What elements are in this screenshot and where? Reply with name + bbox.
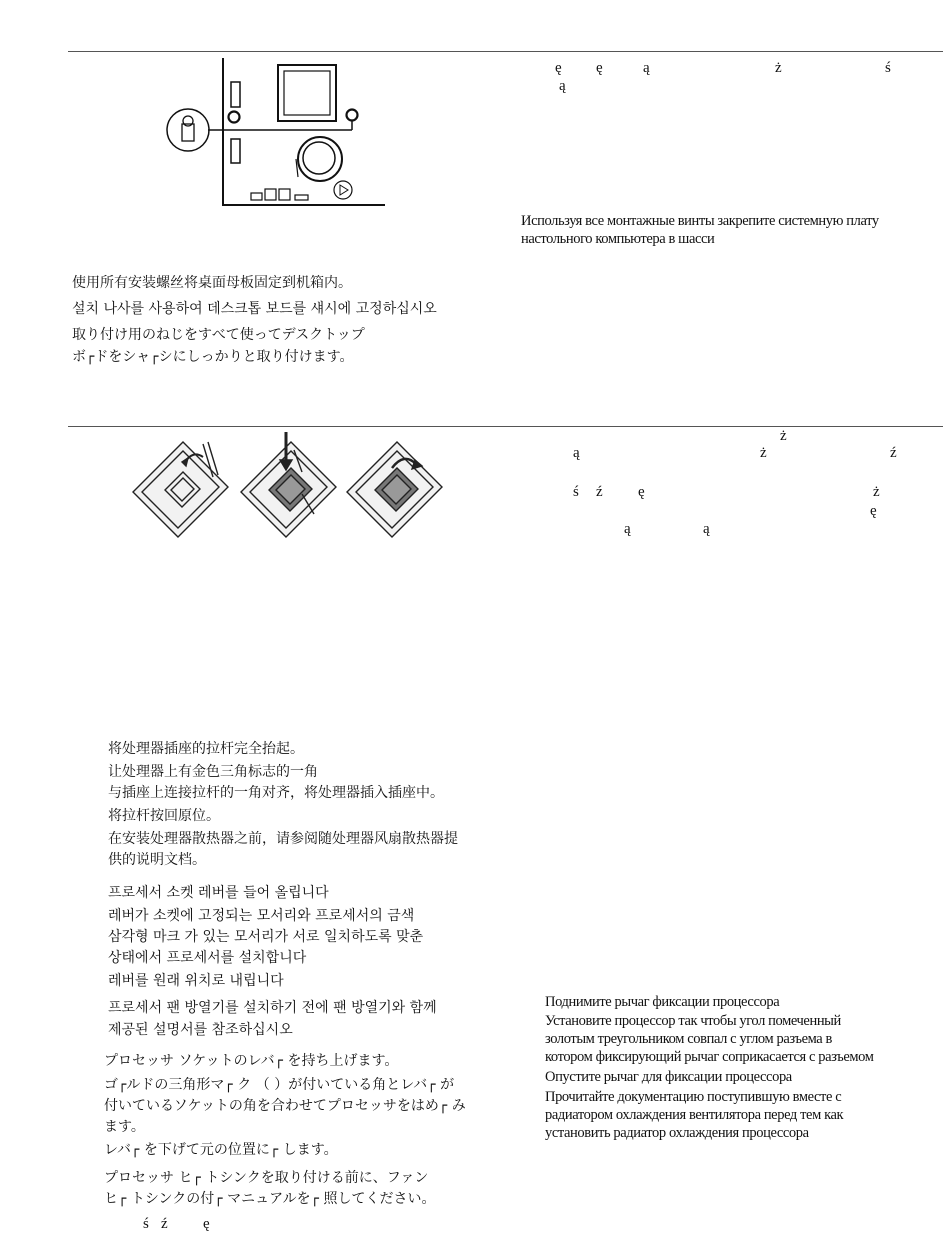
korean-instruction: 설치 나사를 사용하여 데스크톱 보드를 섀시에 고정하십시오 [72, 301, 437, 317]
japanese-instruction-line: ボ┌ドをシャ┌シにしっかりと取り付けます。 [72, 349, 354, 365]
japanese-step-line: ヒ┌ トシンクの付┌ マニュアルを┌ 照してください。 [104, 1191, 436, 1207]
polish-fragment: ę [203, 1216, 210, 1232]
polish-fragment: ż [873, 484, 880, 500]
korean-step-line: 레버가 소켓에 고정되는 모서리와 프로세서의 금색 [108, 908, 415, 924]
polish-fragment: ę [555, 60, 562, 76]
japanese-step-line: レバ┌ を下げて元の位置に┌ します。 [104, 1142, 338, 1158]
polish-fragment: ą [643, 60, 650, 76]
korean-step-line: 레버를 원래 위치로 내립니다 [108, 973, 284, 989]
processor-socket-diagram [128, 432, 458, 547]
chinese-step-line: 与插座上连接拉杆的一角对齐，将处理器插入插座中。 [108, 785, 444, 801]
chinese-step-line: 在安装处理器散热器之前，请参阅随处理器风扇散热器提 [108, 831, 458, 847]
korean-step-line: 삼각형 마크 가 있는 모서리가 서로 일치하도록 맞춘 [108, 929, 424, 945]
polish-fragment: ź [890, 445, 897, 461]
polish-fragment: ż [775, 60, 782, 76]
japanese-step-line: 付いているソケットの角を合わせてプロセッサをはめ┌ み [104, 1098, 466, 1114]
russian-step-line: Прочитайте документацию поступившую вместе с [545, 1089, 842, 1105]
polish-fragment: ę [870, 503, 877, 519]
chinese-step-line: 将处理器插座的拉杆完全抬起。 [108, 741, 304, 757]
polish-fragment: ą [703, 521, 710, 537]
russian-step-line: Поднимите рычаг фиксации процессора [545, 994, 780, 1010]
russian-instruction-line: Используя все монтажные винты закрепите системную плату [521, 213, 879, 229]
korean-step-line: 상태에서 프로세서를 설치합니다 [108, 950, 307, 966]
korean-step-line: 제공된 설명서를 참조하십시오 [108, 1022, 293, 1038]
motherboard-screw-diagram [160, 55, 390, 215]
chinese-step-line: 供的说明文档。 [108, 852, 206, 868]
polish-fragment: ś [143, 1216, 149, 1232]
russian-step-line: котором фиксирующий рычаг соприкасается с разъемом [545, 1049, 874, 1065]
russian-step-line: Опустите рычаг для фиксации процессора [545, 1069, 792, 1085]
russian-instruction-line: настольного компьютера в шасси [521, 231, 715, 247]
russian-step-line: радиатором охлаждения вентилятора перед тем как [545, 1107, 844, 1123]
polish-fragment: ś [573, 484, 579, 500]
polish-fragment: ą [559, 78, 566, 94]
chinese-instruction: 使用所有安装螺丝将桌面母板固定到机箱内。 [72, 275, 352, 291]
japanese-instruction-line: 取り付け用のねじをすべて使ってデスクトップ [72, 327, 365, 343]
polish-fragment: ś [885, 60, 891, 76]
korean-step-line: 프로세서 소켓 레버를 들어 올립니다 [108, 885, 329, 901]
polish-fragment: ę [596, 60, 603, 76]
polish-fragment: ą [624, 521, 631, 537]
polish-fragment: ź [161, 1216, 168, 1232]
polish-fragment: ę [638, 484, 645, 500]
chinese-step-line: 让处理器上有金色三角标志的一角 [108, 764, 318, 780]
polish-fragment: ą [573, 445, 580, 461]
russian-step-line: установить радиатор охлаждения процессора [545, 1125, 809, 1141]
polish-fragment: ż [780, 428, 787, 444]
korean-step-line: 프로세서 팬 방열기를 설치하기 전에 팬 방열기와 함께 [108, 1000, 437, 1016]
polish-fragment: ż [760, 445, 767, 461]
polish-fragment: ź [596, 484, 603, 500]
russian-step-line: Установите процессор так чтобы угол помеченный [545, 1013, 841, 1029]
japanese-step-line: プロセッサ ヒ┌ トシンクを取り付ける前に、ファン [104, 1170, 429, 1186]
japanese-step-line: ます。 [104, 1119, 145, 1135]
japanese-step-line: ゴ┌ルドの三角形マ┌ ク （ ）が付いている角とレバ┌ が [104, 1077, 455, 1093]
section-divider-top [68, 51, 943, 52]
japanese-step-line: プロセッサ ソケットのレバ┌ を持ち上げます。 [104, 1053, 399, 1069]
section-divider-middle [68, 426, 943, 427]
chinese-step-line: 将拉杆按回原位。 [108, 808, 220, 824]
russian-step-line: золотым треугольником совпал с углом разъема в [545, 1031, 832, 1047]
